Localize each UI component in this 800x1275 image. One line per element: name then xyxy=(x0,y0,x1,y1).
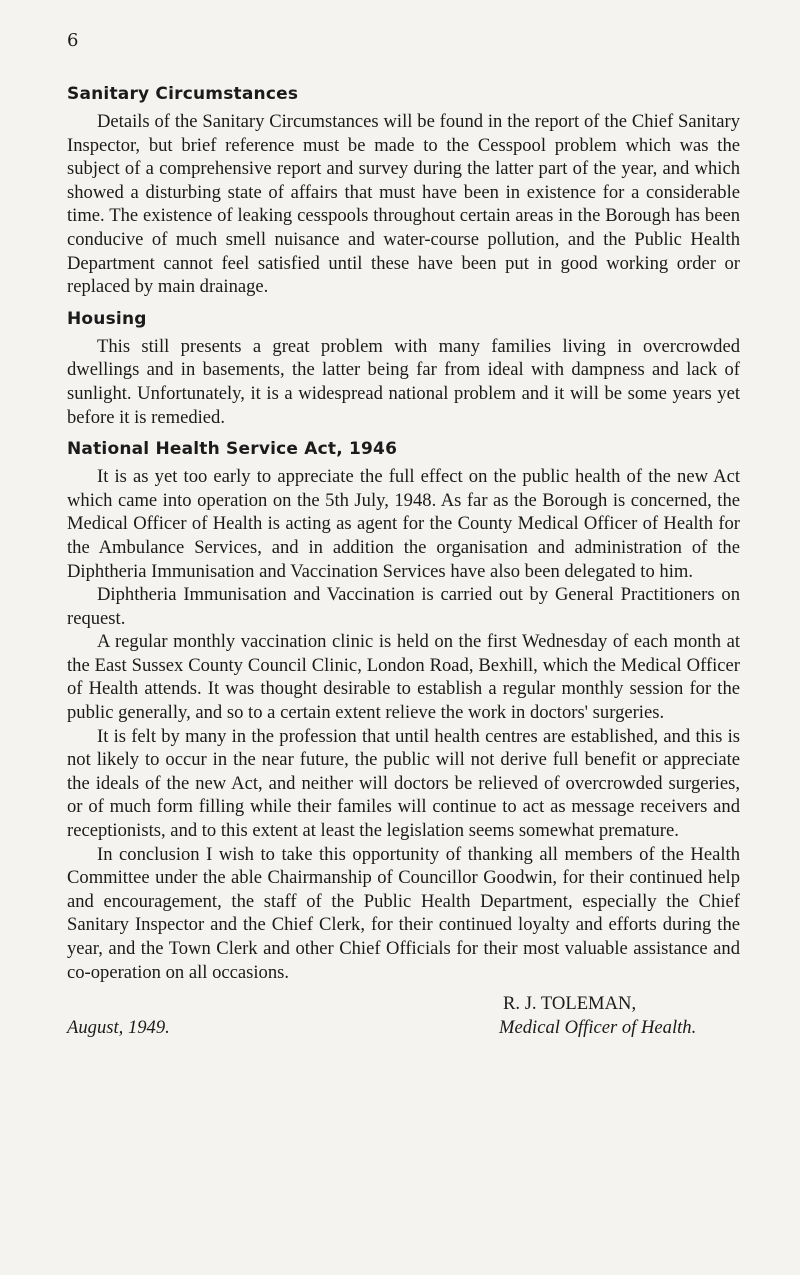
signer-name: R. J. TOLEMAN, xyxy=(503,993,637,1015)
page-number: 6 xyxy=(67,30,79,51)
paragraph: This still presents a great problem with many families living in overcrowded dwellings and in basements, the latter being far from ideal with dampness and lack of sunlight. Unfortunately, it is a widespread national problem and it will be some years yet before it is remedied. xyxy=(67,335,740,428)
paragraph: In conclusion I wish to take this opportunity of thanking all members of the Health Committee under the able Chairmanship of Councillor Goodwin, for their continued help and encouragement, the staff of the Public Health Department, especially the Chief Sanitary Inspector and the Chief Clerk, for their continued loyalty and efforts during the year, and the Town Clerk and other Chief Officials for their most valuable assistance and co-operation on all occasions. xyxy=(67,843,740,983)
signature-block xyxy=(67,992,740,1040)
paragraph: Details of the Sanitary Circumstances will be found in the report of the Chief Sanitary Inspector, but brief reference must be made to the Cesspool problem which was the subject of a comprehensive report and survey during the latter part of the year, and which showed a disturbing state of affairs that must have been in existence for a considerable time. The existence of leaking cesspools throughout certain areas in the Borough has been conducive of much smell nuisance and water-course pollution, and the Public Health Department cannot feel satisfied until these have been put in good working order or replaced by main drainage. xyxy=(67,111,740,298)
section-heading: Sanitary Circumstances xyxy=(67,84,299,104)
paragraph: It is felt by many in the profession that until health centres are established, and this is not likely to occur in the near future, the public will not derive full benefit or appreciate the ideals of the new Act, and neither will doctors be relieved of overcrowded surgeries, or of much form filling while their familes will continue to act as message receivers and receptionists, and to this extent at least the legislation seems somewhat premature. xyxy=(67,725,740,842)
section-sanitary-circumstances xyxy=(67,82,740,299)
section-heading: Housing xyxy=(67,308,147,329)
paragraph: Diphtheria Immunisation and Vaccination is carried out by General Practitioners on request. xyxy=(67,584,740,629)
paragraph: A regular monthly vaccination clinic is held on the first Wednesday of each month at the East Sussex County Council Clinic, London Road, Bexhill, which the Medical Officer of Health attends. It was thought desirable to establish a regular monthly session for the public generally, and so to a certain extent relieve the work in doctors' surgeries. xyxy=(67,631,740,724)
document-page xyxy=(67,30,740,1040)
report-date: August, 1949. xyxy=(67,1017,170,1039)
section-housing xyxy=(67,307,740,429)
section-heading: National Health Service Act, 1946 xyxy=(67,439,398,460)
section-national-health-service-act xyxy=(67,437,740,984)
paragraph: It is as yet too early to appreciate the full effect on the public health of the new Act which came into operation on the 5th July, 1948. As far as the Borough is concerned, the Medical Officer of Health is acting as agent for the County Medical Officer of Health for the Ambulance Services, and in addition the organisation and administration of the Diphtheria Immunisation and Vaccination Services have also been delegated to him. xyxy=(67,466,740,582)
signer-title: Medical Officer of Health. xyxy=(499,1017,697,1039)
